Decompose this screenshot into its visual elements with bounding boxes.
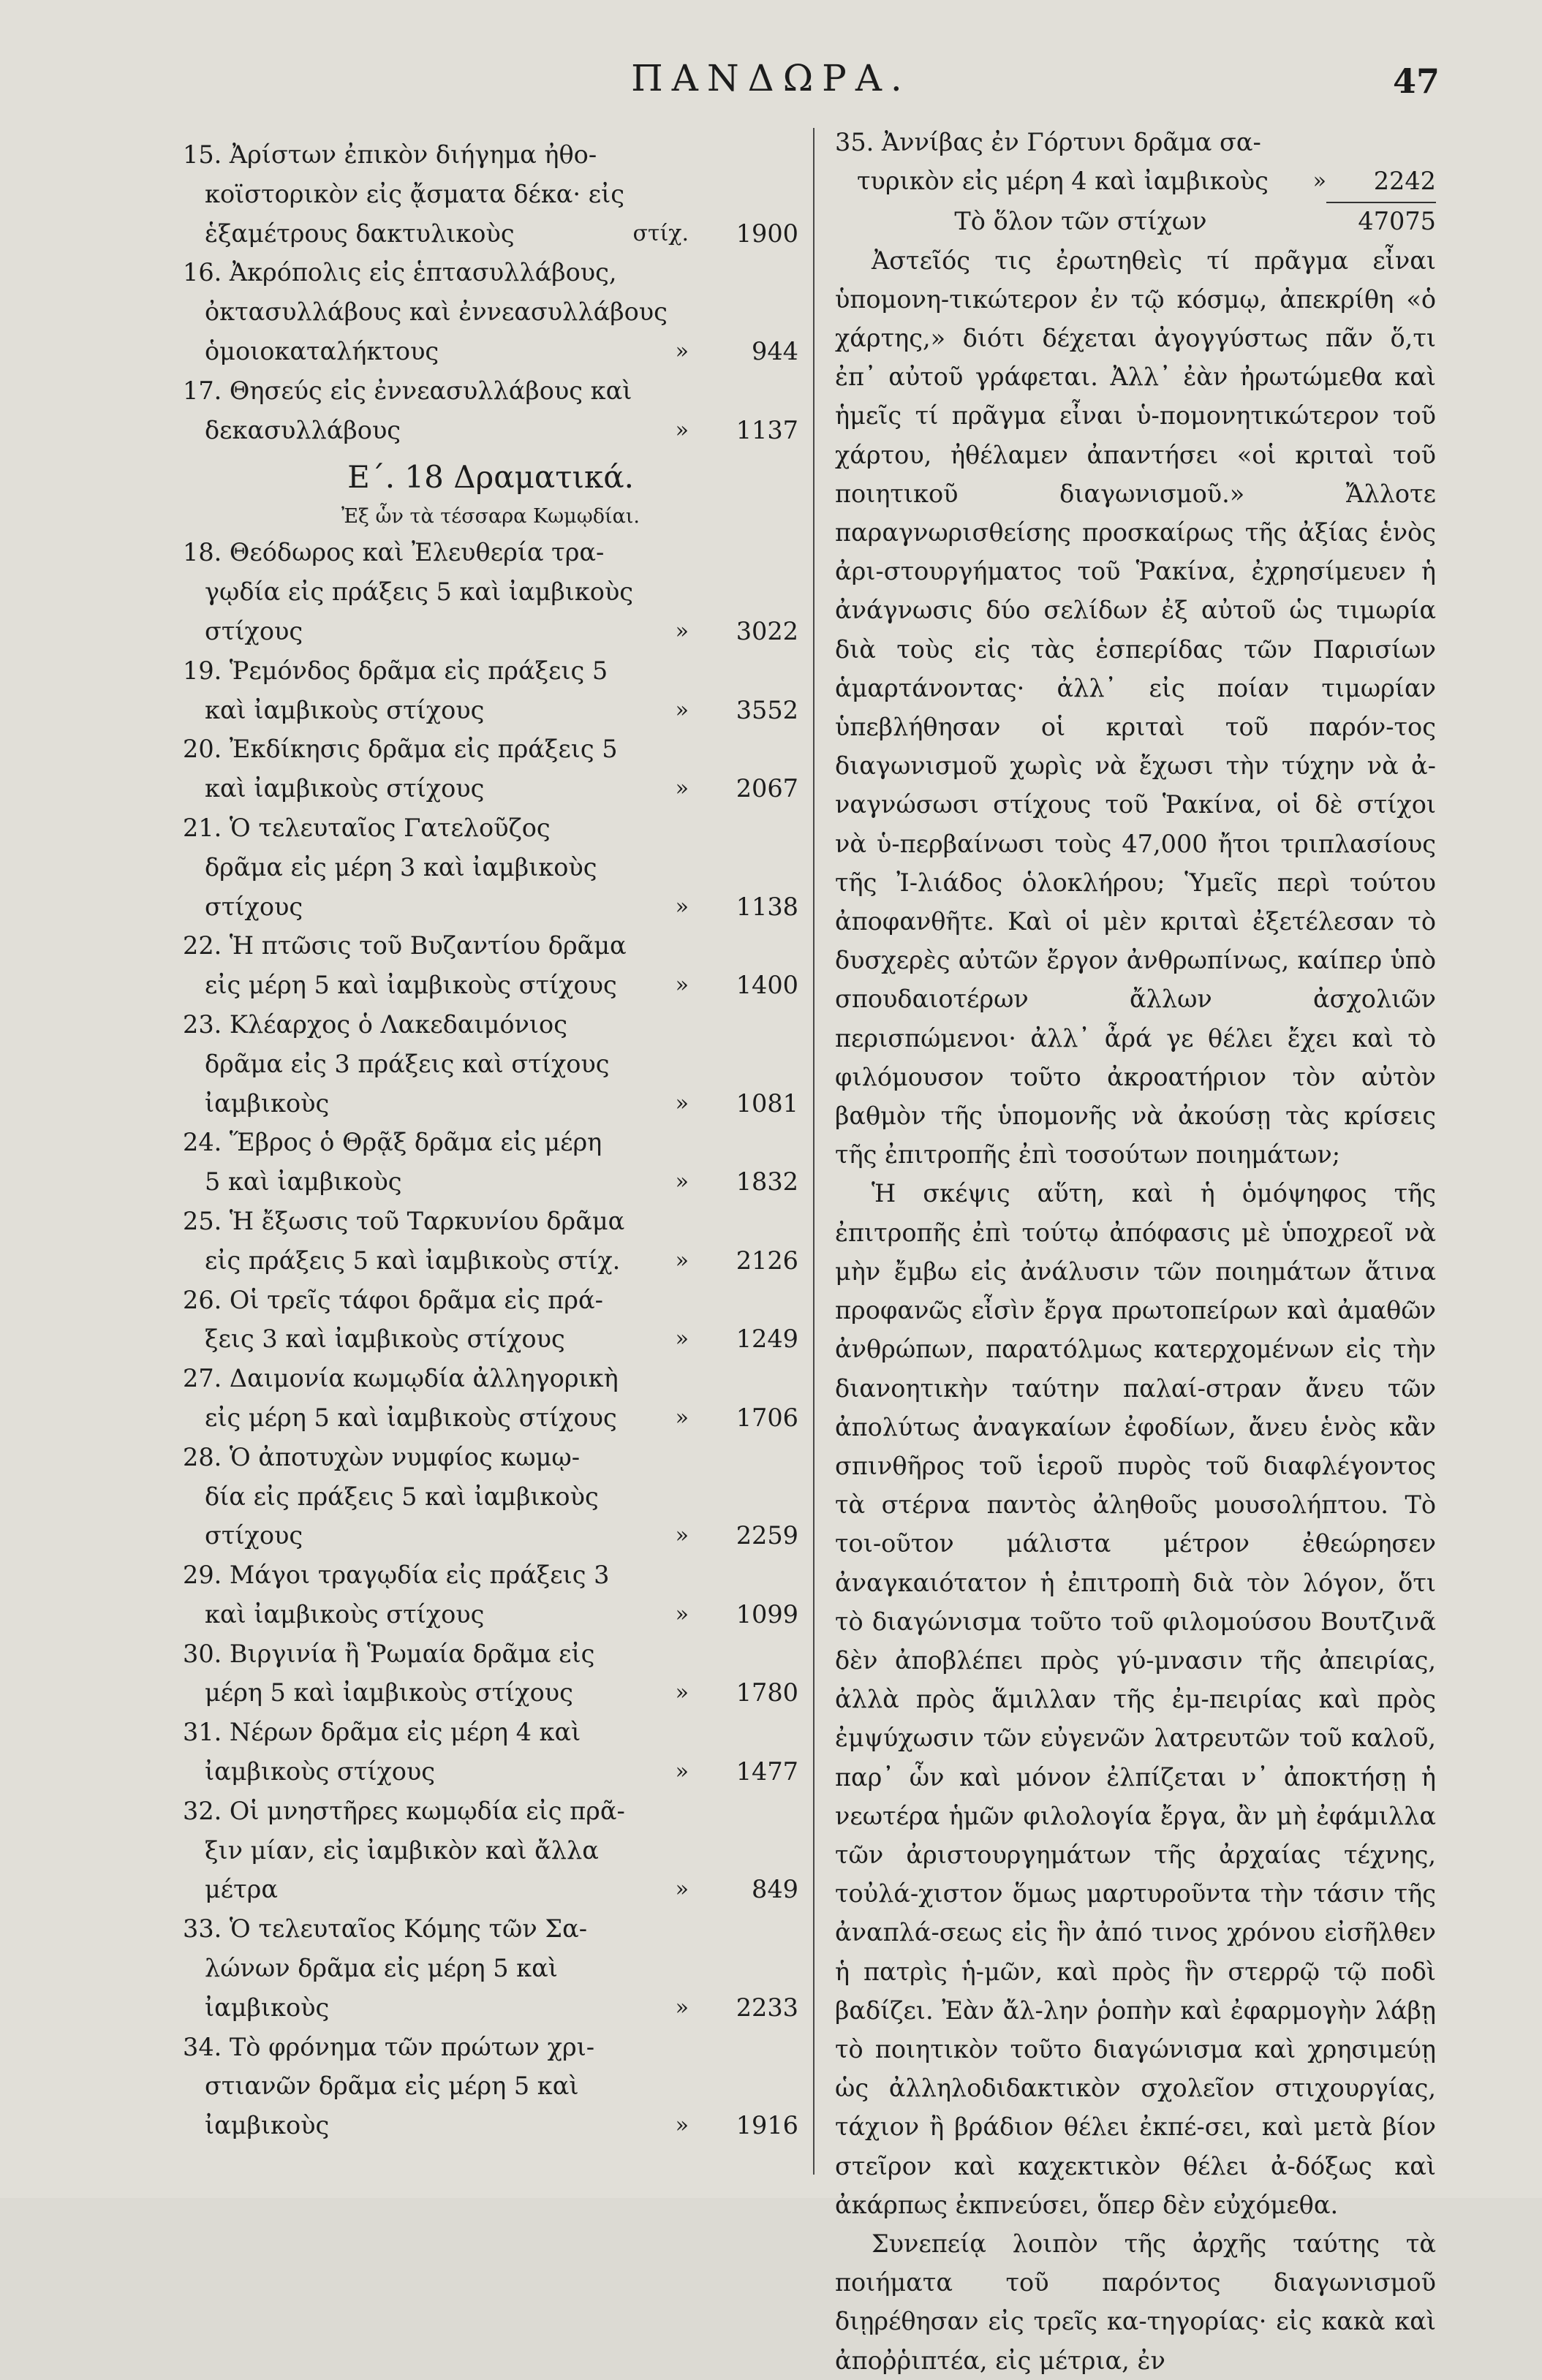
ditto-mark: »	[675, 1994, 689, 2020]
entry-line: 20. Ἐκδίκησις δρᾶμα εἰς πράξεις 5	[183, 735, 618, 764]
ditto-mark: »	[675, 1169, 689, 1195]
entry-line: 27. Δαιμονία κωμῳδία ἀλληγορικὴ	[183, 1364, 619, 1393]
ditto-mark: »	[675, 972, 689, 998]
total-row	[835, 202, 1436, 240]
entry-line: ὁμοιοκαταλήκτους	[205, 336, 439, 365]
ditto-mark: »	[675, 1404, 689, 1430]
ditto-mark: »	[675, 1090, 689, 1116]
entry-line: ἑξαμέτρους δακτυλικοὺς	[205, 219, 515, 248]
verse-count: 3552	[736, 695, 798, 724]
ditto-mark: »	[1312, 168, 1326, 194]
entry-line: ξιν μίαν, εἰς ἰαμβικὸν καὶ ἄλλα	[205, 1835, 599, 1865]
entry-line: 19. Ῥεμόνδος δρᾶμα εἰς πράξεις 5	[183, 656, 608, 685]
entry-line: δρᾶμα εἰς 3 πράξεις καὶ στίχους	[205, 1049, 610, 1078]
verse-count: 1081	[736, 1088, 798, 1118]
body-text	[835, 241, 1436, 2380]
entry-list-dramas	[183, 533, 798, 2145]
entry-line: 26. Οἱ τρεῖς τάφοι δρᾶμα εἰς πρά-	[183, 1285, 603, 1314]
verse-count: 1832	[736, 1167, 798, 1197]
catalog-entry	[183, 371, 798, 450]
catalog-entry	[183, 1123, 798, 1202]
section-subheading: Ἐξ ὧν τὰ τέσσαρα Κωμῳδίαι.	[341, 505, 640, 528]
ditto-mark: στίχ.	[632, 220, 689, 246]
catalog-entry	[183, 135, 798, 253]
verse-count: 2242	[1373, 167, 1436, 196]
entry-line: 32. Οἱ μνηστῆρες κωμῳδία εἰς πρᾶ-	[183, 1796, 625, 1825]
ditto-mark: »	[675, 1523, 689, 1549]
catalog-entry	[183, 808, 798, 926]
entry-line: δεκασυλλάβους	[205, 415, 401, 444]
catalog-entry	[183, 1281, 798, 1360]
catalog-entry	[183, 1005, 798, 1123]
ditto-mark: »	[675, 618, 689, 644]
catalog-entry	[183, 533, 798, 651]
column-divider	[813, 128, 815, 2175]
entry-line: 33. Ὁ τελευταῖος Κόμης τῶν Σα-	[183, 1914, 588, 1944]
catalog-entry	[183, 1634, 798, 1713]
catalog-entry	[183, 651, 798, 730]
catalog-entry	[183, 2028, 798, 2145]
ditto-mark: »	[675, 1247, 689, 1273]
paragraph: Ἡ σκέψις αὕτη, καὶ ἡ ὁμόψηφος τῆς ἐπιτροπῆς ἐπὶ τούτῳ ἀπόφασις μὲ ὑποχρεοῖ νὰ μὴν ἔμβω εἰς ἀνάλυσιν τῶν ποιημάτων ἅτινα προφανῶς εἶσὶν ἔργα πρωτοπείρων καὶ ἀμαθῶν ἀνθρώπων, παρατόλμως κατερχομένων εἰς τὴν διανοητικὴν ταύτην παλαί-στραν ἄνευ τῶν ἀπολύτως ἀναγκαίων ἐφοδίων, ἄνευ ἑνὸς κἂν σπινθῆρος τοῦ ἱεροῦ πυρὸς τοῦ διαφλέγοντος τὰ στέρνα παντὸς ἀληθοῦς μουσολήπτου. Τὸ τοι-οῦτον μάλιστα μέτρον ἐθεώρησεν ἀναγκαιότατον ἡ ἐπιτροπὴ διὰ τὸν λόγον, ὅτι τὸ διαγώνισμα τοῦτο τοῦ φιλομούσου Βουτζινᾶ δὲν ἀποβλέπει πρὸς γύ-μνασιν τῆς ἀπειρίας, ἀλλὰ πρὸς ἅμιλλαν τῆς ἐμ-πειρίας καὶ πρὸς ἐμψύχωσιν τῶν εὐγενῶν λατρευτῶν τοῦ καλοῦ, παρ᾽ ὧν καὶ μόνον ἐλπίζεται ν᾽ ἀποκτήσῃ ἡ νεωτέρα ἡμῶν φιλολογία ἔργα, ἂν μὴ ἐφάμιλλα τῶν ἀριστουργημάτων τῆς ἀρχαίας τέχνης, τοὐλά-χιστον ὅμως μαρτυροῦντα τὴν τάσιν τῆς ἀναπλά-σεως εἰς ἣν ἀπό τινος χρόνου εἰσῆλθεν ἡ πατρὶς ἡ-μῶν, καὶ πρὸς ἣν στερρῷ τῷ ποδὶ βαδίζει. Ἐὰν ἄλ-λην ῥοπὴν καὶ ἐφαρμογὴν λάβῃ τὸ ποιητικὸν τοῦτο διαγώνισμα καὶ χρησιμεύῃ ὡς ἀλληλοδιδακτικὸν σχολεῖον στιχουργίας, τάχιον ἢ βράδιον θέλει ἐκπέ-σει, καὶ μετὰ βίον στεῖρον καὶ καχεκτικὸν θέλει ἀ-δόξως καὶ ἀκάρπως ἐκπνεύσει, ὅπερ δὲν εὐχόμεθα.	[835, 1179, 1436, 2219]
catalog-entry	[183, 926, 798, 1005]
entry-line: στίχους	[205, 1521, 303, 1550]
verse-count: 849	[752, 1875, 798, 1904]
verse-count: 1780	[736, 1678, 798, 1708]
verse-count: 3022	[736, 616, 798, 645]
catalog-entry	[835, 123, 1436, 200]
entry-line: 15. Ἀρίστων ἐπικὸν διήγημα ἠθο-	[183, 140, 597, 169]
entry-line: καὶ ἰαμβικοὺς στίχους	[205, 695, 485, 724]
entry-line: λώνων δρᾶμα εἰς μέρη 5 καὶ	[205, 1954, 558, 1983]
entry-line: 24. Ἕβρος ὁ Θρᾷξ δρᾶμα εἰς μέρη	[183, 1128, 602, 1157]
entry-line: 35. Ἀννίβας ἐν Γόρτυνι δρᾶμα σα-	[835, 128, 1261, 156]
entry-line: ξεις 3 καὶ ἰαμβικοὺς στίχους	[205, 1324, 565, 1354]
entry-line: ἰαμβικοὺς	[205, 1993, 330, 2022]
entry-line: 18. Θεόδωρος καὶ Ἐλευθερία τρα-	[183, 538, 605, 567]
entry-line: ἰαμβικοὺς	[205, 2111, 330, 2140]
entry-line: 17. Θησεύς εἰς ἐννεασυλλάβους καὶ	[183, 376, 632, 405]
ditto-mark: »	[675, 417, 689, 443]
catalog-entry	[183, 1202, 798, 1281]
ditto-mark: »	[675, 338, 689, 364]
ditto-mark: »	[675, 893, 689, 920]
total-count: 47075	[1358, 207, 1436, 236]
ditto-mark: »	[675, 697, 689, 723]
catalog-entry	[183, 1359, 798, 1438]
verse-count: 2233	[736, 1993, 798, 2022]
verse-count: 2126	[736, 1246, 798, 1275]
verse-count: 2067	[736, 774, 798, 803]
ditto-mark: »	[675, 1680, 689, 1706]
entry-line: 16. Ἀκρόπολις εἰς ἑπτασυλλάβους,	[183, 258, 617, 287]
catalog-entry	[183, 1909, 798, 2027]
entry-line: ἰαμβικοὺς	[205, 1088, 330, 1118]
right-column	[835, 123, 1436, 2380]
catalog-entry	[183, 1438, 798, 1555]
verse-count: 1138	[736, 892, 798, 921]
catalog-entry	[183, 1555, 798, 1634]
catalog-entry	[183, 1792, 798, 1909]
running-title: ΠΑΝΔΩΡΑ.	[631, 57, 911, 99]
total-label: Τὸ ὅλον τῶν στίχων	[954, 207, 1207, 236]
entry-line: τυρικὸν εἰς μέρη 4 καὶ ἰαμβικοὺς	[857, 167, 1269, 196]
entry-line: 23. Κλέαρχος ὁ Λακεδαιμόνιος	[183, 1009, 567, 1039]
entry-line: μέτρα	[205, 1875, 278, 1904]
entry-line: 30. Βιργινία ἢ Ῥωμαία δρᾶμα εἰς	[183, 1639, 595, 1668]
entry-line: γῳδία εἰς πράξεις 5 καὶ ἰαμβικοὺς	[205, 577, 634, 607]
verse-count: 944	[752, 336, 798, 365]
verse-count: 2259	[736, 1521, 798, 1550]
ditto-mark: »	[675, 1326, 689, 1352]
catalog-entry	[183, 253, 798, 371]
left-column	[183, 135, 798, 2145]
ditto-mark: »	[675, 1601, 689, 1627]
ditto-mark: »	[675, 1759, 689, 1785]
entry-line: κοϊστορικὸν εἰς ᾄσματα δέκα· εἰς	[205, 179, 624, 208]
entry-35	[835, 123, 1436, 200]
ditto-mark: »	[675, 2112, 689, 2139]
entry-list-poems	[183, 135, 798, 450]
entry-line: δρᾶμα εἰς μέρη 3 καὶ ἰαμβικοὺς	[205, 852, 597, 882]
entry-line: καὶ ἰαμβικοὺς στίχους	[205, 1599, 485, 1629]
paragraph: Ἀστεῖός τις ἐρωτηθεὶς τί πρᾶγμα εἶναι ὑπομονη-τικώτερον ἐν τῷ κόσμῳ, ἀπεκρίθη «ὁ χάρτης,» διότι δέχεται ἀγογγύστως πᾶν ὅ,τι ἐπ᾽ αὐτοῦ γράφεται. Ἀλλ᾽ ἐὰν ἠρωτώμεθα καὶ ἡμεῖς τί πρᾶγμα εἶναι ὑ-πομονητικώτερον τοῦ χάρτου, ἠθέλαμεν ἀπαντήσει «οἱ κριταὶ τοῦ ποιητικοῦ διαγωνισμοῦ.» Ἄλλοτε παραγνωρισθείσης προσκαίρως τῆς ἀξίας ἑνὸς ἀρι-στουργήματος τοῦ Ῥακίνα, ἐχρησίμευεν ἡ ἀνάγνωσις δύο σελίδων ἐξ αὐτοῦ ὡς τιμωρία διὰ τοὺς εἰς τὰς ἑσπερίδας τῶν Παρισίων ἁμαρτάνοντας· ἀλλ᾽ εἰς ποίαν τιμωρίαν ὑπεβλήθησαν οἱ κριταὶ τοῦ παρόν-τος διαγωνισμοῦ χωρὶς νὰ ἔχωσι τὴν τύχην νὰ ἀ-ναγνώσωσι στίχους τοῦ Ῥακίνα, οἱ δὲ στίχοι νὰ ὑ-περβαίνωσι τοὺς 47,000 ἤτοι τριπλασίους τῆς Ἰ-λιάδος ὁλοκλήρου; Ὑμεῖς περὶ τούτου ἀποφανθῆτε. Καὶ οἱ μὲν κριταὶ ἐξετέλεσαν τὸ δυσχερὲς αὐτῶν ἔργον ἀνθρωπίνως, καίπερ ὑπὸ σπουδαιοτέρων ἄλλων ἀσχολιῶν περισπώμενοι· ἀλλ᾽ ἆρά γε θέλει ἔχει καὶ τὸ φιλόμουσον τοῦτο ἀκροατήριον τὸν αὐτὸν βαθμὸν τῆς ὑπομονῆς νὰ ἀκούσῃ τὰς κρίσεις τῆς ἐπιτροπῆς ἐπὶ τοσούτων ποιημάτων;	[835, 246, 1436, 1170]
entry-line: ὀκτασυλλάβους καὶ ἐννεασυλλάβους	[205, 298, 668, 327]
entry-line: καὶ ἰαμβικοὺς στίχους	[205, 774, 485, 803]
entry-line: 31. Νέρων δρᾶμα εἰς μέρη 4 καὶ	[183, 1718, 581, 1747]
verse-count: 1400	[736, 971, 798, 1000]
verse-count: 1137	[736, 415, 798, 444]
entry-line: εἰς μέρη 5 καὶ ἰαμβικοὺς στίχους	[205, 971, 617, 1000]
entry-line: 25. Ἡ ἔξωσις τοῦ Ταρκυνίου δρᾶμα	[183, 1206, 625, 1235]
ditto-mark: »	[675, 1876, 689, 1903]
verse-count: 1706	[736, 1403, 798, 1432]
verse-count: 1900	[736, 219, 798, 248]
entry-line: δία εἰς πράξεις 5 καὶ ἰαμβικοὺς	[205, 1482, 599, 1511]
entry-line: στίχους	[205, 616, 303, 645]
page-number: 47	[1393, 61, 1440, 101]
entry-line: 34. Τὸ φρόνημα τῶν πρώτων χρι-	[183, 2032, 595, 2061]
section-heading: Ε΄. 18 Δραματικά.	[347, 459, 634, 496]
verse-count: 1477	[736, 1757, 798, 1786]
catalog-entry	[183, 729, 798, 808]
catalog-entry	[183, 1713, 798, 1792]
entry-line: 5 καὶ ἰαμβικοὺς	[205, 1167, 402, 1197]
paragraph: Συνεπείᾳ λοιπὸν τῆς ἀρχῆς ταύτης τὰ ποιήματα τοῦ παρόντος διαγωνισμοῦ διῃρέθησαν εἰς τρεῖς κα-τηγορίας· εἰς κακὰ καὶ ἀποῤῥιπτέα, εἰς μέτρια, ἐν	[835, 2229, 1436, 2375]
verse-count: 1916	[736, 2111, 798, 2140]
entry-line: στιανῶν δρᾶμα εἰς μέρη 5 καὶ	[205, 2072, 579, 2101]
entry-line: εἰς μέρη 5 καὶ ἰαμβικοὺς στίχους	[205, 1403, 617, 1432]
entry-line: μέρη 5 καὶ ἰαμβικοὺς στίχους	[205, 1678, 573, 1708]
entry-line: εἰς πράξεις 5 καὶ ἰαμβικοὺς στίχ.	[205, 1246, 621, 1275]
entry-line: στίχους	[205, 892, 303, 921]
entry-line: 28. Ὁ ἀποτυχὼν νυμφίος κωμῳ-	[183, 1442, 581, 1471]
ditto-mark: »	[675, 776, 689, 802]
verse-count: 1249	[736, 1324, 798, 1354]
entry-line: 21. Ὁ τελευταῖος Γατελοῦζος	[183, 813, 551, 842]
entry-line: 29. Μάγοι τραγῳδία εἰς πράξεις 3	[183, 1561, 610, 1590]
entry-line: ἰαμβικοὺς στίχους	[205, 1757, 436, 1786]
verse-count: 1099	[736, 1599, 798, 1629]
entry-line: 22. Ἡ πτῶσις τοῦ Βυζαντίου δρᾶμα	[183, 931, 627, 960]
